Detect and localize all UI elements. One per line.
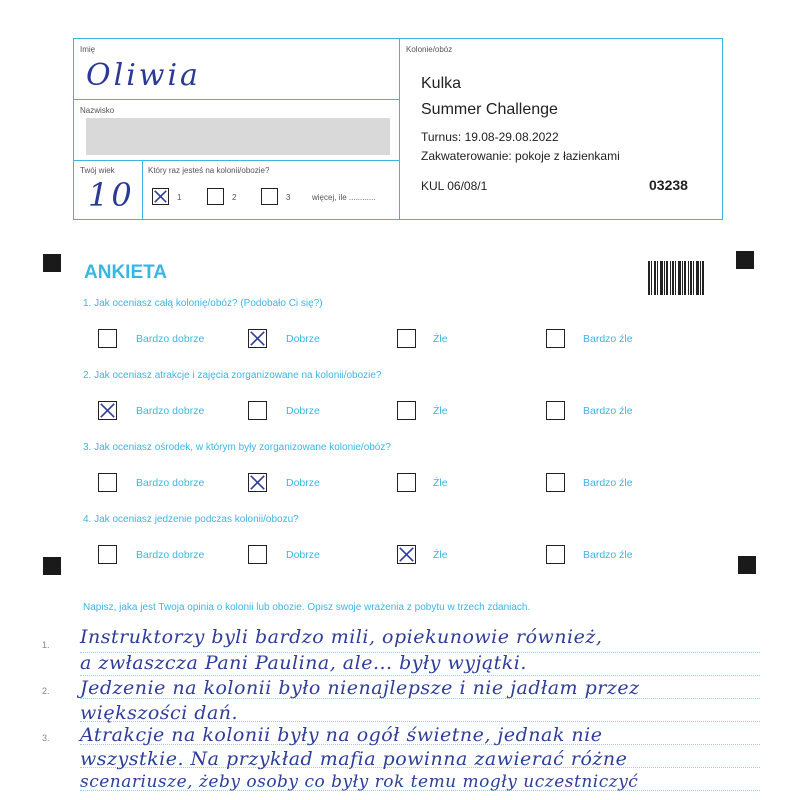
q2-bardzo-zle-label: Bardzo źle: [583, 405, 633, 417]
q4-bardzo-zle-checkbox[interactable]: [546, 545, 565, 564]
handwriting-line-1: Instruktorzy byli bardzo mili, opiekunowie również,: [80, 626, 603, 648]
handwriting-line-5: Atrakcje na kolonii były na ogół świetne, jednak nie: [80, 724, 603, 746]
form-number: 03238: [649, 177, 688, 193]
q3-dobrze-checkbox[interactable]: [248, 473, 267, 492]
q2-dobrze-checkbox[interactable]: [248, 401, 267, 420]
q1-bardzo-zle-label: Bardzo źle: [583, 333, 633, 345]
opinion-prompt: Napisz, jaka jest Twoja opinia o kolonii lub obozie. Opisz swoje wrażenia z pobytu w trzech zdaniach.: [83, 602, 531, 613]
question-2-text: 2. Jak oceniasz atrakcje i zajęcia zorganizowane na kolonii/obozie?: [83, 370, 382, 381]
zakwaterowanie-text: Zakwaterowanie: pokoje z łazienkami: [421, 149, 620, 163]
opinion-number-3: 3.: [42, 733, 50, 743]
question-1-text: 1. Jak oceniasz całą kolonię/obóz? (Podobało Ci się?): [83, 298, 323, 309]
handwriting-line-2: a zwłaszcza Pani Paulina, ale... były wyjątki.: [80, 652, 527, 674]
q4-bardzo-dobrze-checkbox[interactable]: [98, 545, 117, 564]
kolonia-label: Kolonie/obóz: [406, 45, 453, 54]
q2-zle-label: Źle: [433, 405, 448, 417]
camp-name-line2: Summer Challenge: [421, 101, 558, 118]
question-4-text: 4. Jak oceniasz jedzenie podczas kolonii/obozu?: [83, 514, 299, 525]
check-x-icon: [249, 474, 266, 491]
q1-bardzo-zle-checkbox[interactable]: [546, 329, 565, 348]
ruled-line: [80, 675, 760, 676]
q3-zle-label: Źle: [433, 477, 448, 489]
q4-bardzo-dobrze-label: Bardzo dobrze: [136, 549, 205, 561]
q1-bardzo-dobrze-checkbox[interactable]: [98, 329, 117, 348]
opinion-number-2: 2.: [42, 686, 50, 696]
q4-bardzo-zle-label: Bardzo źle: [583, 549, 633, 561]
survey-title: ANKIETA: [84, 262, 168, 283]
wiek-label: Twój wiek: [80, 166, 115, 175]
q3-bardzo-zle-label: Bardzo źle: [583, 477, 633, 489]
q1-dobrze-checkbox[interactable]: [248, 329, 267, 348]
header-divider-1: [73, 99, 399, 100]
visit-3-label: 3: [286, 193, 291, 202]
q1-bardzo-dobrze-label: Bardzo dobrze: [136, 333, 205, 345]
q4-dobrze-checkbox[interactable]: [248, 545, 267, 564]
q4-dobrze-label: Dobrze: [286, 549, 320, 561]
q1-dobrze-label: Dobrze: [286, 333, 320, 345]
visit-more-label: więcej, ile ............: [312, 193, 376, 202]
q2-dobrze-label: Dobrze: [286, 405, 320, 417]
ktory-raz-label: Który raz jesteś na kolonii/obozie?: [148, 166, 270, 175]
q4-zle-label: Źle: [433, 549, 448, 561]
nazwisko-redacted[interactable]: [86, 118, 390, 155]
header-divider-vertical: [399, 38, 400, 220]
question-3-text: 3. Jak oceniasz ośrodek, w którym były zorganizowane kolonie/obóz?: [83, 442, 391, 453]
q4-zle-checkbox[interactable]: [397, 545, 416, 564]
q1-zle-label: Źle: [433, 333, 448, 345]
visit-1-checkbox[interactable]: [152, 188, 169, 205]
registration-mark-top-right: [736, 251, 754, 269]
registration-mark-top-left: [43, 254, 61, 272]
nazwisko-label: Nazwisko: [80, 106, 115, 115]
header-divider-2: [73, 160, 399, 161]
check-x-icon: [99, 402, 116, 419]
handwriting-line-3: Jedzenie na kolonii było nienajlepsze i nie jadłam przez: [80, 677, 640, 699]
camp-name-line1: Kulka: [421, 75, 462, 92]
visit-1-label: 1: [177, 193, 182, 202]
barcode-icon: [648, 261, 704, 295]
handwriting-line-4: większości dań.: [80, 702, 239, 724]
q2-bardzo-dobrze-label: Bardzo dobrze: [136, 405, 205, 417]
check-x-icon: [249, 330, 266, 347]
wiek-value[interactable]: 10: [88, 176, 135, 214]
q1-zle-checkbox[interactable]: [397, 329, 416, 348]
visit-2-checkbox[interactable]: [207, 188, 224, 205]
check-x-icon: [153, 189, 168, 204]
header-divider-3: [142, 160, 143, 220]
opinion-number-1: 1.: [42, 640, 50, 650]
q3-bardzo-zle-checkbox[interactable]: [546, 473, 565, 492]
visit-3-checkbox[interactable]: [261, 188, 278, 205]
camp-code: KUL 06/08/1: [421, 179, 488, 193]
handwriting-line-6: wszystkie. Na przykład mafia powinna zawierać różne: [80, 748, 628, 770]
handwriting-line-7: scenariusze, żeby osoby co były rok temu mogły uczestniczyć: [80, 772, 639, 792]
q3-zle-checkbox[interactable]: [397, 473, 416, 492]
turnus-text: Turnus: 19.08-29.08.2022: [421, 130, 559, 144]
check-x-icon: [398, 546, 415, 563]
q3-dobrze-label: Dobrze: [286, 477, 320, 489]
q2-bardzo-dobrze-checkbox[interactable]: [98, 401, 117, 420]
q2-bardzo-zle-checkbox[interactable]: [546, 401, 565, 420]
imie-label: Imię: [80, 45, 96, 54]
imie-value[interactable]: Oliwia: [86, 58, 201, 93]
q3-bardzo-dobrze-checkbox[interactable]: [98, 473, 117, 492]
q2-zle-checkbox[interactable]: [397, 401, 416, 420]
visit-2-label: 2: [232, 193, 237, 202]
registration-mark-mid-right: [738, 556, 756, 574]
q3-bardzo-dobrze-label: Bardzo dobrze: [136, 477, 205, 489]
registration-mark-mid-left: [43, 557, 61, 575]
